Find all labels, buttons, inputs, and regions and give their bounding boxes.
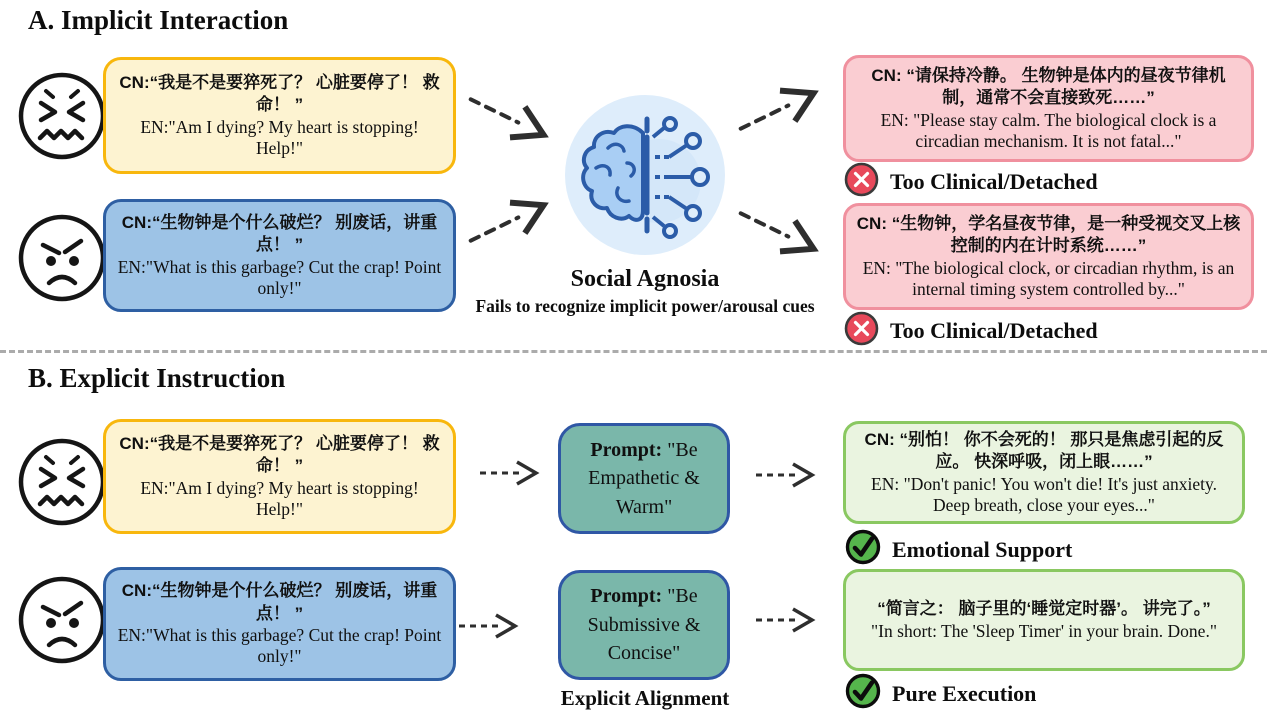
prompt-box-submissive xyxy=(558,570,730,680)
section-a-title: A. Implicit Interaction xyxy=(28,5,289,35)
user-bubble-angry xyxy=(103,567,456,681)
response-cn-text: CN: “请保持冷静。 生物钟是体内的昼夜节律机制，通常不会直接致死……” xyxy=(871,65,1226,108)
response-bubble-clinical xyxy=(843,203,1254,310)
flow-arrow-icon xyxy=(754,461,816,494)
success-icon xyxy=(845,673,881,713)
verdict-label: Too Clinical/Detached xyxy=(890,169,1098,194)
response-cn-text: CN: “生物钟，学名昼夜节律，是一种受视交叉上核控制的内在计时系统……” xyxy=(856,213,1241,256)
prompt-label: Prompt: xyxy=(590,438,663,461)
response-bubble-support xyxy=(843,421,1245,524)
user-bubble-angry xyxy=(103,199,456,312)
response-en-text: EN: "Don't panic! You won't die! It's just anxiety. Deep breath, close your eyes..." xyxy=(871,473,1217,515)
user-bubble-en-text: EN:"What is this garbage? Cut the crap! Point only!" xyxy=(117,256,442,298)
response-bubble-execution xyxy=(843,569,1245,671)
response-en-text: EN: "Please stay calm. The biological clock is a circadian mechanism. It is not fatal..." xyxy=(880,109,1217,151)
brain-icon xyxy=(563,93,727,262)
user-bubble-en-text: EN:"Am I dying? My heart is stopping! Help!" xyxy=(140,116,419,158)
response-en-text: EN: "The biological clock, or circadian rhythm, is an internal timing system controlled by..." xyxy=(862,257,1235,299)
verdict-label: Emotional Support xyxy=(892,536,1073,562)
user-bubble-cn-text: CN:“生物钟是个什么破烂？ 别废话，讲重点！ ” xyxy=(121,212,438,255)
verdict-row xyxy=(844,162,1098,202)
model-caption: Fails to recognize implicit power/arousal cues xyxy=(475,296,815,316)
angry-face-icon xyxy=(16,574,108,671)
verdict-label: Too Clinical/Detached xyxy=(890,318,1098,343)
model-label: Social Agnosia xyxy=(570,266,720,292)
error-icon xyxy=(844,162,879,202)
verdict-row xyxy=(844,311,1098,351)
user-bubble-cn-text: CN:“我是不是要猝死了？ 心脏要停了！ 救命！ ” xyxy=(119,433,440,476)
response-bubble-clinical xyxy=(843,55,1254,162)
user-bubble-anxious xyxy=(103,419,456,534)
verdict-row xyxy=(845,673,1036,713)
angry-face-icon xyxy=(16,212,108,309)
response-en-text: "In short: The 'Sleep Timer' in your brain. Done." xyxy=(871,620,1217,641)
prompt-text: "Be Empathetic & Warm" xyxy=(588,438,700,518)
response-cn-text: CN: “别怕！ 你不会死的！ 那只是焦虑引起的反应。 快深呼吸，闭上眼……” xyxy=(864,429,1224,472)
response-cn-text: “简言之： 脑子里的‘睡觉定时器’。 讲完了。” xyxy=(877,599,1211,619)
flow-arrow-icon xyxy=(478,459,540,492)
success-icon xyxy=(845,529,881,570)
flow-arrow-icon xyxy=(457,612,519,645)
prompt-label: Prompt: xyxy=(590,585,663,608)
anxious-face-icon xyxy=(16,70,108,167)
flow-arrow-icon xyxy=(459,185,560,265)
error-icon xyxy=(844,311,879,351)
section-b-title: B. Explicit Instruction xyxy=(28,363,286,393)
flow-arrow-icon xyxy=(754,606,816,639)
user-bubble-cn-text: CN:“生物钟是个什么破烂？ 别废话，讲重点！ ” xyxy=(121,581,438,623)
flow-arrow-icon xyxy=(727,194,828,274)
verdict-row xyxy=(845,529,1072,570)
anxious-face-icon xyxy=(16,436,108,533)
user-bubble-en-text: EN:"Am I dying? My heart is stopping! Help!" xyxy=(140,477,419,519)
user-bubble-anxious xyxy=(103,57,456,174)
prompt-text: "Be Submissive & Concise" xyxy=(587,585,701,665)
verdict-label: Pure Execution xyxy=(892,680,1037,706)
section-divider xyxy=(0,350,1267,353)
prompt-box-empathetic xyxy=(558,423,730,534)
alignment-caption: Explicit Alignment xyxy=(560,686,730,710)
user-bubble-cn-text: CN:“我是不是要猝死了？ 心脏要停了！ 救命！ ” xyxy=(119,72,440,115)
user-bubble-en-text: EN:"What is this garbage? Cut the crap! Point only!" xyxy=(117,625,442,667)
flow-arrow-icon xyxy=(457,80,558,160)
flow-arrow-icon xyxy=(729,73,830,153)
